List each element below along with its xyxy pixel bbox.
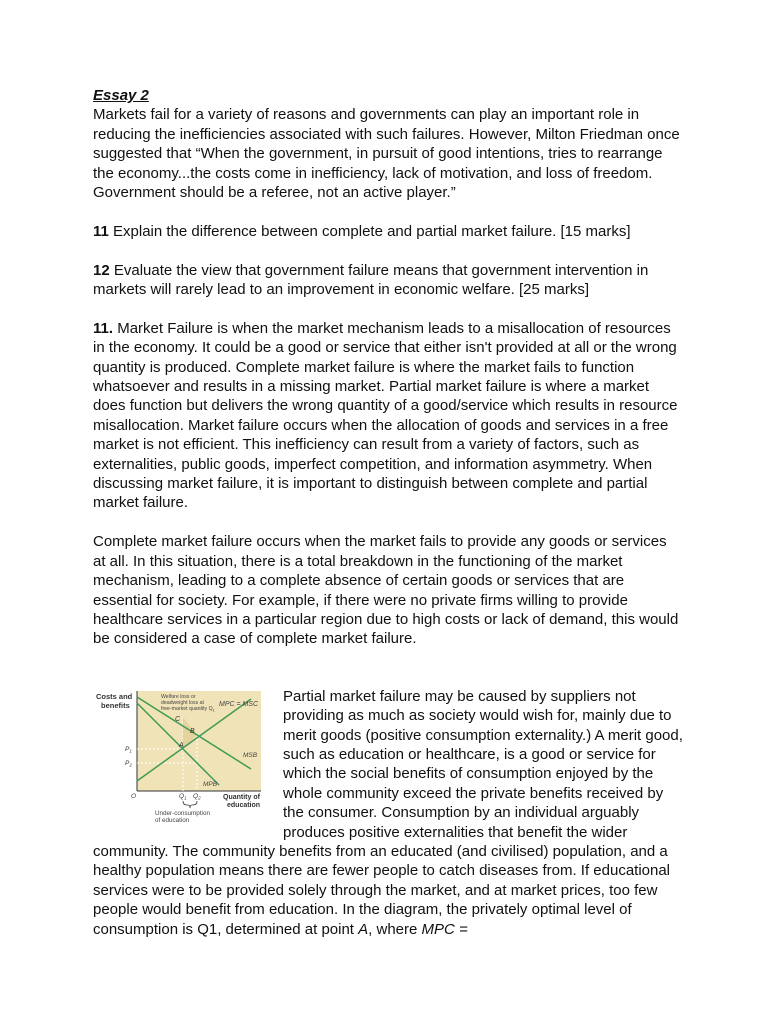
education-diagram [93, 689, 263, 825]
welfare-label-3: free-market quantity $Q_1$ [161, 705, 215, 713]
question-number: 12 [93, 261, 110, 279]
education-diagram-svg [93, 689, 263, 825]
answer-paragraph-1 [93, 319, 683, 513]
q2-label: $Q_2$ [193, 792, 201, 801]
y-axis-label-2: benefits [101, 700, 130, 710]
document-page [93, 86, 683, 939]
essay-intro: Markets fail for a variety of reasons and governments can play an important role in reducing the inefficiencies associated with such failures. However, Milton Friedman once suggested that “When the government, in pursuit of good intentions, tries to rearrange the economy...the costs come in inefficiency, lack of motivation, and loss of freedom. Government should be a referee, not an active player.” [93, 106, 680, 202]
question-12 [93, 261, 683, 300]
p1-label: $P_1$ [125, 745, 132, 754]
point-a-label: A [179, 741, 184, 749]
point-b-label: B [190, 727, 195, 735]
mpc-msc-label: MPC = MSC [219, 700, 259, 708]
x-axis-label-2: education [227, 801, 261, 809]
answer-number: 11. [93, 319, 114, 337]
x-axis-label-1: Quantity of [223, 793, 260, 801]
q1-label: $Q_1$ [179, 792, 187, 801]
question-text: Explain the difference between complete and partial market failure. [15 marks] [108, 222, 631, 240]
msb-label: MSB [243, 751, 258, 759]
answer-text: Market Failure is when the market mechanism leads to a misallocation of resources in the economy. It could be a good or service that either isn't provided at all or the wrong quantity is produced. Complete market failure is where the market fails to function whatsoever and results in a missing market. Partial market failure is where a market does function but delivers the wrong quantity of a good/service which results in resource misallocation. Market failure occurs when the allocation of goods and services in a free market is not efficient. This inefficiency can result from a variety of factors, such as externalities, public goods, imperfect competition, and information asymmetry. When discussing market failure, it is important to distinguish between complete and partial market failure. [93, 319, 678, 512]
paragraph-3-text: Partial market failure may be caused by suppliers not providing as much as society would wish for, mainly due to merit goods (positive consumption externality.) A merit good, such as education or healthcare, is a good or service for which the social benefits of consumption enjoyed by the whole community exceed the private benefits received by the consumer. Consumption by an individual arguably produces positive externalities that benefit the wider community. The community benefits from an educated (and civilised) population, and a healthy population means there are fewer people to catch diseases from. If educational services were to be provided solely through the market, and at market prices, too few people would benefit from education. In the diagram, the privately optimal level of consumption is Q1, determined at point [93, 687, 683, 938]
under-consumption-brace [183, 801, 197, 808]
under-consumption-label-2: of education [155, 816, 190, 824]
mpb-label: MPB [203, 780, 218, 788]
origin-label: O [131, 792, 137, 800]
welfare-label-2: deadweight loss at [161, 699, 204, 706]
answer-paragraph-2: Complete market failure occurs when the market fails to provide any goods or services at all. In this situation, there is a total breakdown in the functioning of the market mechanism, leading to a complete absence of certain goods or services that are essential for society. For example, if there were no private firms willing to provide healthcare services in a particular region due to high costs or lack of demand, this would be considered a case of complete market failure. [93, 533, 679, 648]
question-number: 11 [93, 222, 109, 240]
welfare-label-1: Welfare loss or [161, 693, 196, 700]
point-a-reference: A [358, 920, 369, 938]
mpc-reference: MPC = [421, 920, 468, 938]
essay-title-text: Essay 2 [93, 87, 149, 104]
point-c-label: C [175, 715, 181, 723]
paragraph-3-where: , where [368, 920, 422, 938]
y-axis-label-1: Costs and [96, 691, 133, 701]
question-text: Evaluate the view that government failure means that government intervention in markets will rarely lead to an improvement in economic welfare. [25 marks] [93, 261, 649, 299]
under-consumption-label-1: Under-consumption [155, 809, 210, 817]
essay-title [93, 86, 683, 105]
question-11 [93, 222, 683, 241]
p2-label: $P_2$ [125, 759, 132, 768]
